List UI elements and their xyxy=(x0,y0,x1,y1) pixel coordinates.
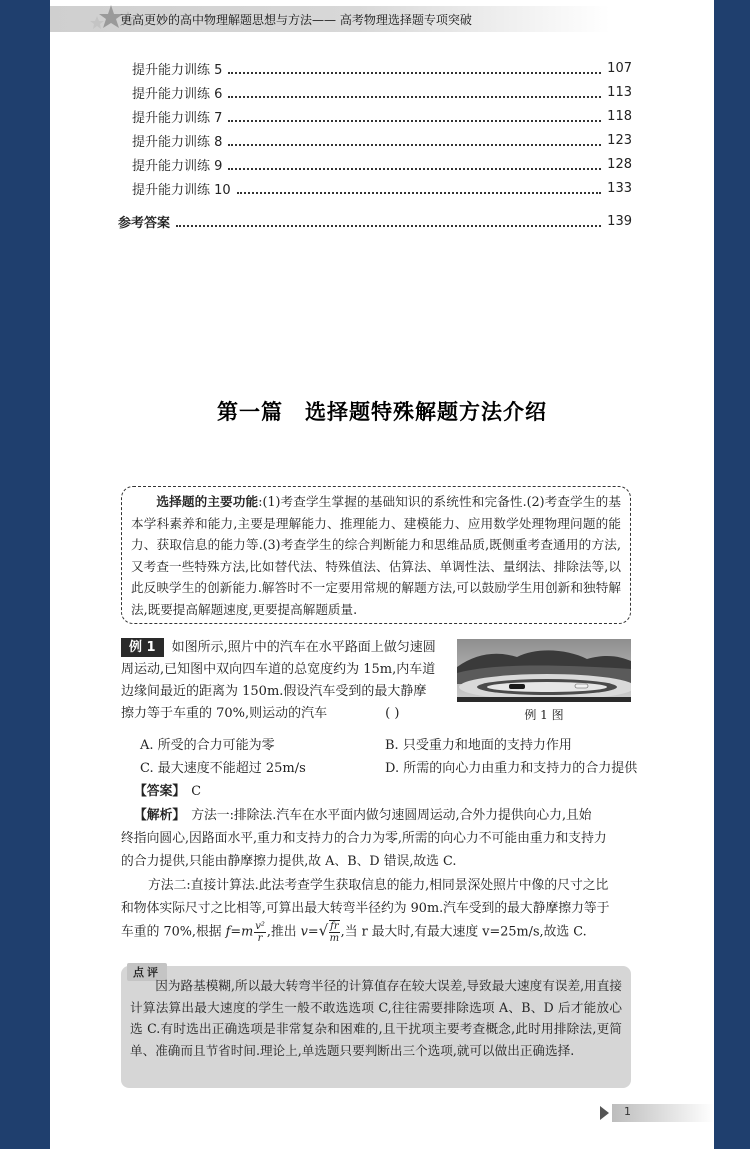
example-photo xyxy=(457,639,631,702)
toc-entry-label: 提升能力训练 10 xyxy=(132,182,231,198)
analysis-line-1 xyxy=(134,804,644,823)
analysis-line-5: 和物体实际尺寸之比相等,可算出最大转弯半径约为 90m.汽车受到的最大静摩擦力等于 xyxy=(121,901,610,916)
example-stem xyxy=(121,637,436,725)
toc-entry-page: 107 xyxy=(607,60,632,76)
analysis-label: 【解析】 xyxy=(134,808,186,823)
analysis-text: 方法一:排除法.汽车在水平面内做匀速圆周运动,合外力提供向心力,且始 xyxy=(191,808,592,823)
intro-text: :(1)考查学生掌握的基础知识的系统性和完备性.(2)考查学生的基本学科素养和能力,主要是理解能力、推理能力、建模能力、应用数学处理物理问题的能力、获取信息的能力等.(3)考查学生的综合判断能力和思维品质,既侧重考查通用的方法,又考查一些特殊方法,比如替代法、特殊值法、估算法、单调性法、量纲法、排除法等,以此反映学生的创新能力.解答时不一定要用常规的解题方法,可以鼓励学生用创新和独特解法,既要提高解题速度,更要提高解题质量. xyxy=(131,494,621,617)
toc-entry-label: 参考答案 xyxy=(118,215,171,231)
toc-entry[interactable] xyxy=(132,106,632,126)
header-main-title: 更高更妙的高中物理解题思想与方法 xyxy=(120,13,313,27)
option-c[interactable]: C. 最大速度不能超过 25m/s xyxy=(140,761,306,776)
page-number: 1 xyxy=(624,1105,631,1118)
option-b[interactable]: B. 只受重力和地面的支持力作用 xyxy=(385,738,572,753)
example-text: 如图所示,照片中的汽车在水平路面上做匀速圆周运动,已知图中双向四车道的总宽度约为 15m,内车道边缘间最近的距离为 150m.假设汽车受到的最大静摩擦力等于车重的 70%,则运动的汽车 xyxy=(121,640,436,721)
toc-entry-page: 139 xyxy=(607,213,632,229)
header-title xyxy=(120,11,472,28)
answer-blank: ( ) xyxy=(385,706,400,721)
toc-leader-dots xyxy=(228,111,601,122)
toc-entry-page: 133 xyxy=(607,180,632,196)
toc-entry-page: 123 xyxy=(607,132,632,148)
header-subtitle: —— 高考物理选择题专项突破 xyxy=(312,13,472,27)
comment-body: 因为路基模糊,所以最大转弯半径的计算值存在较大误差,导致最大速度有误差,用直接计算法算出最大速度的学生一般不敢选选项 C,往往需要排除选项 A、B、D 后才能放心选 C.有时选出正确选项是非常复杂和困难的,且干扰项主要考查概念,此时用排除法,更简单、准确而且节省时间.理论上,单选题只要判断出三个选项,就可以做出正确选择. xyxy=(130,978,622,1058)
toc-leader-dots xyxy=(228,159,601,170)
toc-entry-label: 提升能力训练 8 xyxy=(132,134,223,150)
toc-entry[interactable] xyxy=(132,178,632,198)
formula-fraction xyxy=(329,920,339,944)
formula-fraction xyxy=(254,921,266,944)
toc-entry-page: 128 xyxy=(607,156,632,172)
analysis-line-4: 方法二:直接计算法.此法考查学生获取信息的能力,相同景深处照片中像的尺寸之比 xyxy=(148,878,609,893)
page-number-footer xyxy=(600,1102,714,1124)
page-header xyxy=(50,0,714,46)
toc-leader-dots xyxy=(237,183,601,194)
toc-leader-dots xyxy=(176,216,601,227)
toc-entry[interactable] xyxy=(132,58,632,78)
intro-box xyxy=(121,486,631,624)
analysis-text: ,推出 xyxy=(266,924,301,940)
toc-entry-answers[interactable] xyxy=(118,211,632,231)
toc-entry[interactable] xyxy=(132,82,632,102)
answer-label: 【答案】 xyxy=(134,784,186,799)
option-d[interactable]: D. 所需的向心力由重力和支持力的合力提供 xyxy=(385,761,638,776)
triangle-icon xyxy=(600,1106,609,1120)
toc-leader-dots xyxy=(228,87,601,98)
example-tag: 例 1 xyxy=(121,638,164,657)
option-a[interactable]: A. 所受的合力可能为零 xyxy=(140,738,275,753)
toc-entry-label: 提升能力训练 9 xyxy=(132,158,223,174)
toc-entry-page: 118 xyxy=(607,108,632,124)
answer-line xyxy=(134,780,644,799)
chapter-part: 第一篇 xyxy=(217,399,283,424)
analysis-text: ,当 r 最大时,有最大速度 v=25m/s,故选 C. xyxy=(340,924,587,940)
answer-value: C xyxy=(191,784,201,799)
toc-entry[interactable] xyxy=(132,130,632,150)
analysis-text: 车重的 70%,根据 xyxy=(121,924,226,940)
formula-speed-lhs: v= xyxy=(300,924,319,940)
fraction-denominator: m xyxy=(329,933,340,944)
analysis-line-3: 的合力提供,只能由静摩擦力提供,故 A、B、D 错误,故选 C. xyxy=(121,854,457,869)
document-page xyxy=(50,0,714,1149)
toc-entry-label: 提升能力训练 7 xyxy=(132,110,223,126)
intro-label: 选择题的主要功能 xyxy=(156,494,259,509)
comment-text xyxy=(130,975,622,1061)
chapter-title xyxy=(50,396,714,426)
chapter-name: 选择题特殊解题方法介绍 xyxy=(305,399,547,424)
toc-entry[interactable] xyxy=(132,154,632,174)
formula-friction-lhs: f=m xyxy=(225,924,254,940)
fraction-numerator: v² xyxy=(255,920,265,932)
fraction-denominator: r xyxy=(257,932,263,944)
toc-entry-label: 提升能力训练 6 xyxy=(132,86,223,102)
toc-leader-dots xyxy=(228,63,601,74)
toc-entry-page: 113 xyxy=(607,84,632,100)
toc-entry-label: 提升能力训练 5 xyxy=(132,62,223,78)
fraction-numerator: fr xyxy=(330,921,339,932)
toc-leader-dots xyxy=(228,135,601,146)
figure-caption: 例 1 图 xyxy=(524,708,564,722)
comment-box xyxy=(121,966,631,1088)
sqrt-icon: √ xyxy=(318,921,329,940)
comment-tag: 点评 xyxy=(127,963,167,981)
analysis-line-6 xyxy=(121,920,631,944)
analysis-line-2: 终指向圆心,因路面水平,重力和支持力的合力为零,所需的向心力不可能由重力和支持力 xyxy=(121,831,607,846)
